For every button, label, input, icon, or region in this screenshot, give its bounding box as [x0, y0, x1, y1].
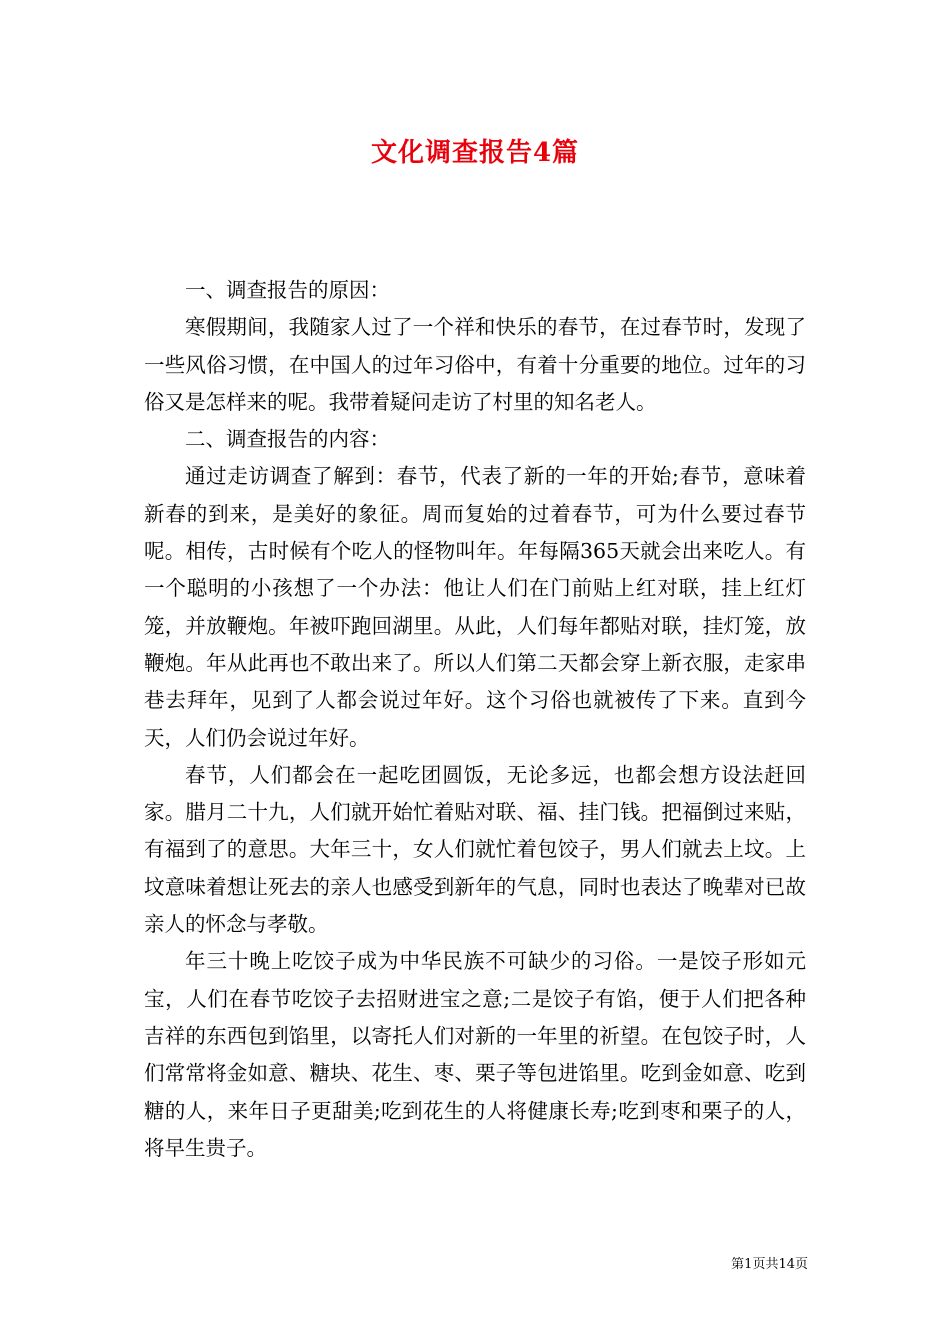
paragraph-dumplings: 年三十晚上吃饺子成为中华民族不可缺少的习俗。一是饺子形如元宝，人们在春节吃饺子去招财进宝之意;二是饺子有馅，便于人们把各种吉祥的东西包到馅里，以寄托人们对新的一年里的祈望。在包饺子时，人们常常将金如意、糖块、花生、枣、栗子等包进馅里。吃到金如意、吃到糖的人，来年日子更甜美;吃到花生的人将健康长寿;吃到枣和栗子的人，将早生贵子。: [144, 949, 806, 1160]
paragraph-legend: 通过走访调查了解到：春节，代表了新的一年的开始;春节，意味着新春的到来，是美好的象征。周而复始的过着春节，可为什么要过春节呢。相传，古时候有个吃人的怪物叫年。年每隔365天就会出来吃人。有一个聪明的小孩想了一个办法：他让人们在门前贴上红对联，挂上红灯笼，并放鞭炮。年被吓跑回湖里。从此，人们每年都贴对联，挂灯笼，放鞭炮。年从此再也不敢出来了。所以人们第二天都会穿上新衣服，走家串巷去拜年，见到了人都会说过年好。这个习俗也就被传了下来。直到今天，人们仍会说过年好。: [144, 464, 806, 750]
paragraph-content-heading: 二、调查报告的内容：: [185, 427, 390, 452]
document-title: 文化调查报告4篇: [370, 138, 580, 168]
paragraph-reunion: 春节，人们都会在一起吃团圆饭，无论多远，也都会想方设法赶回家。腊月二十九，人们就开始忙着贴对联、福、挂门钱。把福倒过来贴，有福到了的意思。大年三十，女人们就忙着包饺子，男人们就去上坟。上坟意味着想让死去的亲人也感受到新年的气息，同时也表达了晚辈对已故亲人的怀念与孝敬。: [144, 762, 806, 937]
page-number-footer: 第1页共14页: [731, 1257, 808, 1272]
document-body: [144, 272, 806, 1167]
paragraph-reason: 寒假期间，我随家人过了一个祥和快乐的春节，在过春节时，发现了一些风俗习惯，在中国人的过年习俗中，有着十分重要的地位。过年的习俗又是怎样来的呢。我带着疑问走访了村里的知名老人。: [144, 315, 806, 414]
paragraph-reason-heading: 一、调查报告的原因：: [185, 278, 390, 302]
